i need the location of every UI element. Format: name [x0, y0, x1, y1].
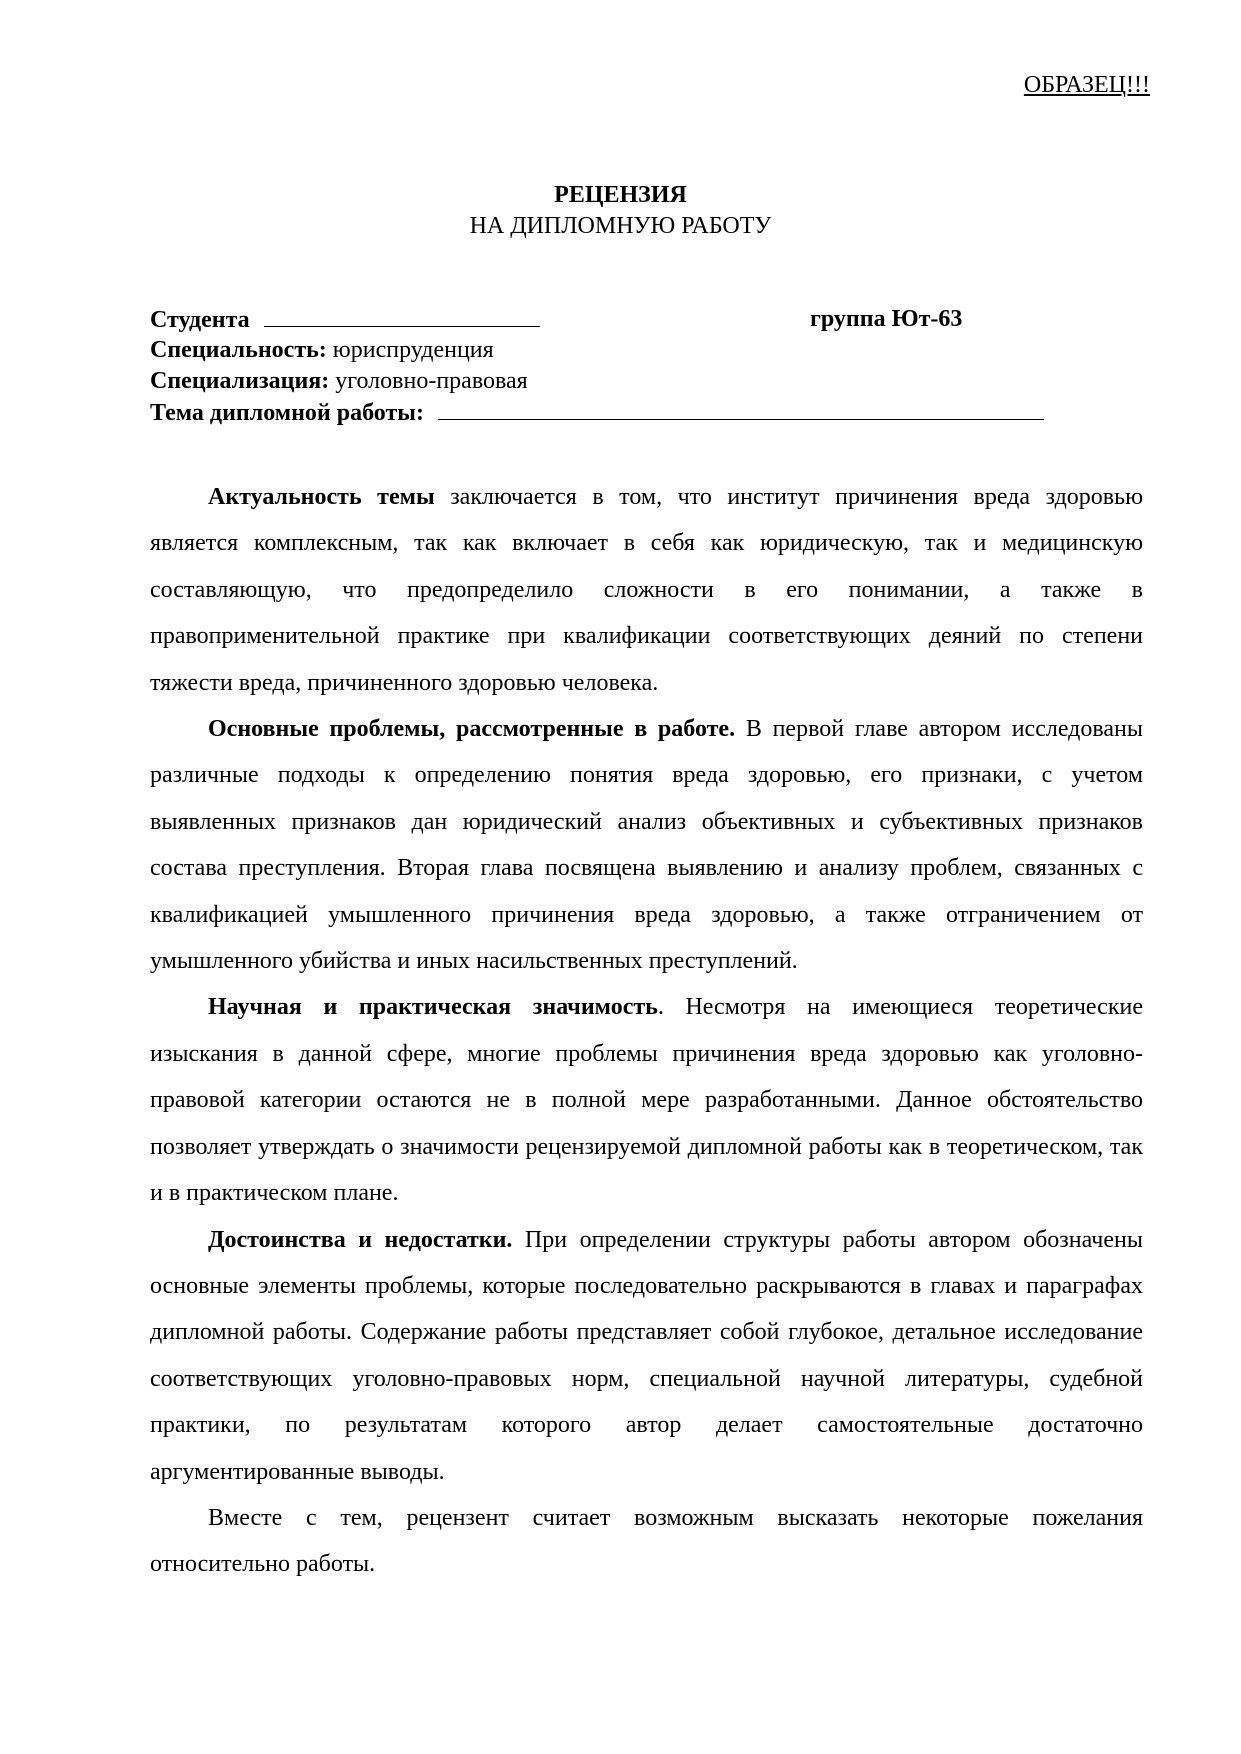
sample-stamp: ОБРАЗЕЦ!!!	[1023, 72, 1150, 98]
topic-blank	[438, 397, 1044, 420]
specialty-label: Специальность:	[150, 337, 327, 363]
paragraph-relevance	[150, 474, 1143, 706]
paragraph-merits	[150, 1217, 1143, 1495]
student-info	[150, 304, 1140, 428]
document-title	[0, 180, 1241, 242]
specialization-value: уголовно-правовая	[335, 368, 528, 394]
paragraph-wishes	[150, 1495, 1143, 1588]
paragraph-lead: Основные проблемы, рассмотренные в работе.	[208, 716, 736, 743]
student-row	[150, 304, 1140, 335]
paragraph-lead: Научная и практическая значимость	[208, 994, 658, 1021]
specialization-label: Специализация:	[150, 368, 330, 394]
paragraph-text: . Несмотря на имеющиеся теоретические изыскания в данной сфере, многие проблемы причинения вреда здоровью как уголовно-правовой категории остаются не в полной мере разработанными. Данное обстоятельство позволяет утверждать о значимости рецензируемой дипломной работы как в теоретическом, так и в практическом плане.	[150, 994, 1143, 1207]
paragraph-text: В первой главе автором исследованы различные подходы к определению понятия вреда здоровью, его признаки, с учетом выявленных признаков дан юридический анализ объективных и субъективных признаков состава преступления. Вторая глава посвящена выявлению и анализу проблем, связанных с квалификацией умышленного причинения вреда здоровью, а также отграничением от умышленного убийства и иных насильственных преступлений.	[150, 716, 1144, 975]
review-body	[150, 474, 1143, 1588]
specialty-value: юриспруденция	[332, 337, 494, 363]
specialty-row	[150, 335, 1140, 366]
group-label: группа Ют-63	[810, 306, 963, 332]
title-main: РЕЦЕНЗИЯ	[554, 182, 687, 208]
title-sub: НА ДИПЛОМНУЮ РАБОТУ	[469, 213, 772, 239]
paragraph-problems	[150, 706, 1143, 984]
specialization-row	[150, 366, 1140, 397]
paragraph-lead: Актуальность темы	[208, 484, 435, 510]
paragraph-text: При определении структуры работы автором обозначены основные элементы проблемы, которые последовательно раскрываются в главах и параграфах дипломной работы. Содержание работы представляет собой глубокое, детальное исследование соответствующих уголовно-правовых норм, специальной научной литературы, судебной практики, по результатам которого автор делает самостоятельные достаточно аргументированные выводы.	[150, 1226, 1143, 1485]
student-label: Студента	[150, 307, 250, 333]
topic-label: Тема дипломной работы:	[150, 400, 424, 426]
paragraph-significance	[150, 984, 1143, 1216]
student-name-blank	[264, 304, 540, 327]
paragraph-lead: Достоинства и недостатки.	[208, 1226, 513, 1253]
topic-row	[150, 397, 1140, 428]
paragraph-text: Вместе с тем, рецензент считает возможным высказать некоторые пожелания относительно работы.	[150, 1504, 1143, 1578]
paragraph-text: заключается в том, что институт причинения вреда здоровью является комплексным, так как включает в себя как юридическую, так и медицинскую составляющую, что предопределило сложности в его понимании, а также в правоприменительной практике при квалификации соответствующих деяний по степени тяжести вреда, причиненного здоровью человека.	[150, 484, 1144, 696]
